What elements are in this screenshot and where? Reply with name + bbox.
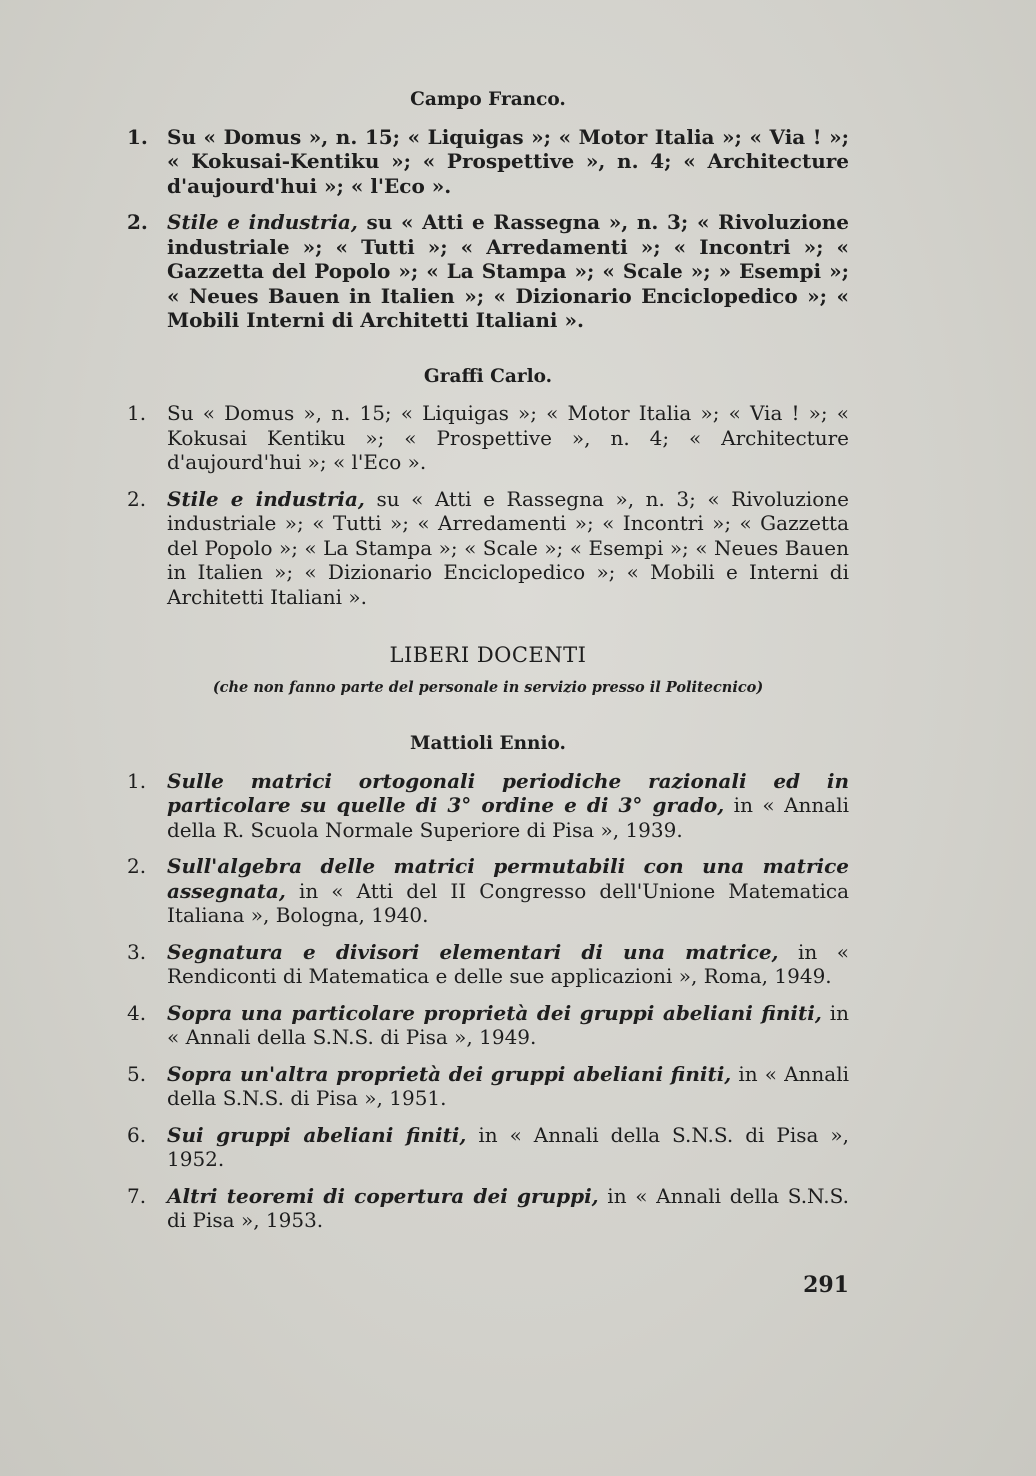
list-item <box>127 487 849 610</box>
item-title: Sopra un'altra proprietà dei gruppi abeliani finiti, <box>167 1061 732 1086</box>
list-item <box>127 769 849 843</box>
list-item <box>127 940 849 989</box>
item-number: 2. <box>127 854 147 878</box>
item-number: 5. <box>127 1061 147 1086</box>
item-title: Sui gruppi abeliani finiti, <box>167 1122 467 1147</box>
list-item <box>127 1001 849 1050</box>
list-item <box>127 1123 849 1172</box>
item-text: Su « Domus », n. 15; « Liquigas »; « Motor Italia »; « Via ! »; « Kokusai-Kentiku »; « Prospettive », n. 4; « Architecture d'aujourd'hui »; « l'Eco ». <box>167 124 849 198</box>
item-number: 1. <box>127 768 147 793</box>
list-item <box>127 854 849 928</box>
section-title: LIBERI DOCENTI <box>389 643 587 667</box>
list-item <box>127 401 849 475</box>
item-number: 2. <box>127 210 148 234</box>
page-number: 291 <box>803 1272 849 1298</box>
author-heading-mattioli: Mattioli Ennio. <box>410 733 566 754</box>
item-text: Su « Domus », n. 15; « Liquigas »; « Motor Italia »; « Via ! »; « Kokusai Kentiku »; « Prospettive », n. 4; « Architecture d'aujourd'hui »; « l'Eco ». <box>167 401 849 474</box>
item-number: 1. <box>127 401 147 425</box>
item-text: in « Annali della S.N.S. di Pisa », 1953. <box>167 1183 849 1232</box>
item-number: 7. <box>127 1183 147 1208</box>
item-text: in « Annali della S.N.S. di Pisa », 1949. <box>167 1000 849 1049</box>
list-item <box>127 125 849 199</box>
item-title: Sulle matrici ortogonali periodiche razionali ed in particolare su quelle di 3° ordine e di 3° grado, <box>167 768 849 817</box>
item-number: 1. <box>127 124 148 149</box>
item-title: Sopra una particolare proprietà dei gruppi abeliani finiti, <box>167 1000 822 1025</box>
author-heading-graffi: Graffi Carlo. <box>423 365 553 387</box>
item-text: in « Annali della S.N.S. di Pisa », 1951. <box>167 1061 849 1110</box>
item-text: in « Annali della R. Scuola Normale Superiore di Pisa », 1939. <box>167 793 849 842</box>
item-number: 2. <box>127 486 147 511</box>
item-number: 4. <box>127 1000 147 1025</box>
text-column <box>127 88 849 1233</box>
item-title: Altri teoremi di copertura dei gruppi, <box>167 1183 599 1208</box>
item-number: 3. <box>127 939 147 964</box>
item-text: su « Atti e Rassegna », n. 3; « Rivoluzione industriale »; « Tutti »; « Arredamenti »; « Incontri »; « Gazzetta del Popolo »; « La Stampa »; « Scale »; » Esempi »; « Neues Bauen in Italien »; « Dizionario Enciclopedico »; « Mobili Interni di Architetti Italiani ». <box>167 210 849 332</box>
item-text: in « Atti del II Congresso dell'Unione Matematica Italiana », Bologna, 1940. <box>167 878 849 927</box>
section-subtitle: (che non fanno parte del personale in servizio presso il Politecnico) <box>212 678 764 696</box>
item-text: in « Annali della S.N.S. di Pisa », 1952. <box>167 1122 849 1171</box>
item-number: 6. <box>127 1122 147 1147</box>
list-item <box>127 1062 849 1111</box>
item-title: Stile e industria, <box>167 210 358 234</box>
item-title: Sull'algebra delle matrici permutabili con una matrice assegnata, <box>167 854 849 903</box>
list-item <box>127 1184 849 1233</box>
item-text: su « Atti e Rassegna », n. 3; « Rivoluzione industriale »; « Tutti »; « Arredamenti »; « Incontri »; « Gazzetta del Popolo »; « La Stampa »; « Scale »; « Esempi »; « Neues Bauen in Italien »; « Dizionario Enciclopedico »; « Mobili e Interni di Architetti Italiani ». <box>167 486 849 609</box>
item-text: in « Rendiconti di Matematica e delle sue applicazioni », Roma, 1949. <box>167 939 849 988</box>
item-title: Stile e industria, <box>167 486 365 511</box>
list-item <box>127 210 849 333</box>
author-heading-campo: Campo Franco. <box>410 89 566 110</box>
item-title: Segnatura e divisori elementari di una matrice, <box>167 939 779 964</box>
